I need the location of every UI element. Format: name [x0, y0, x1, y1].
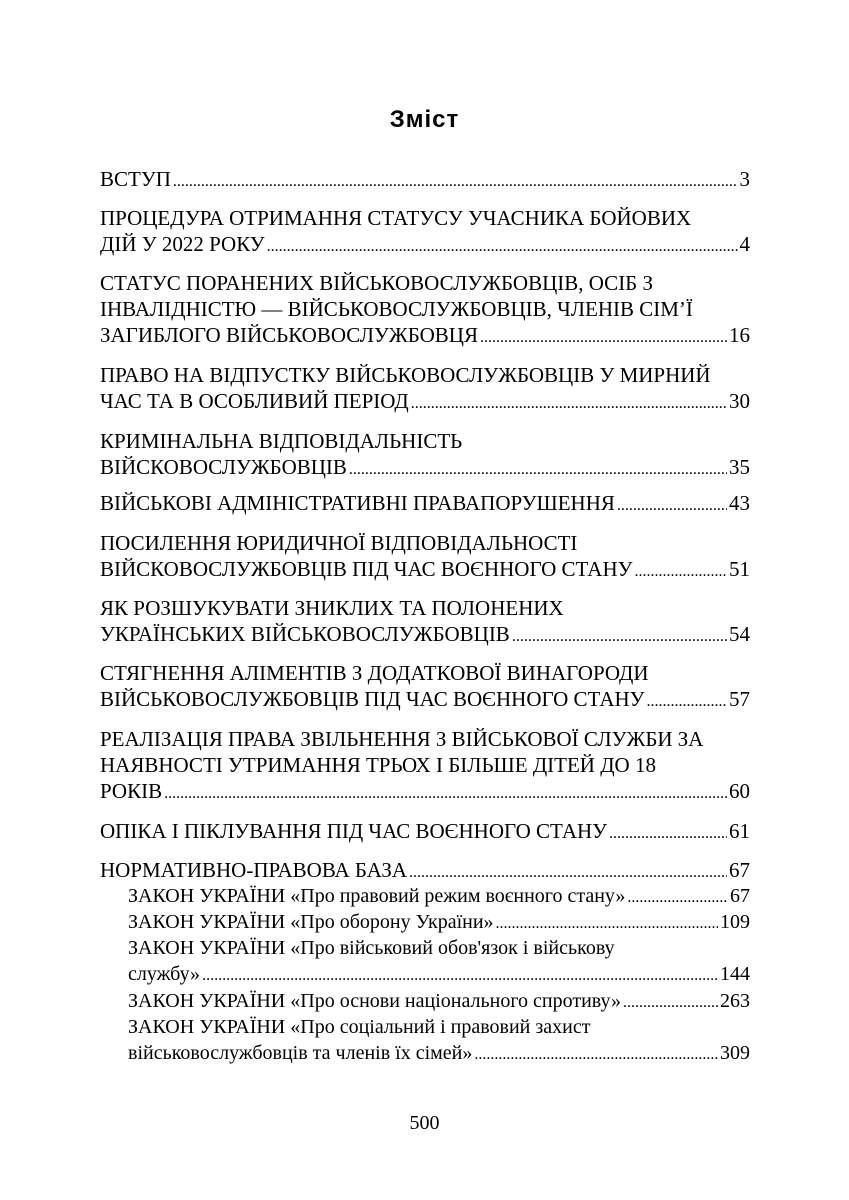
toc-entry-line: ЗАКОН УКРАЇНИ «Про оборону України»: [128, 911, 494, 933]
dot-leader: [647, 686, 727, 715]
toc-entry[interactable]: [128, 935, 750, 989]
toc-entry-line: ІНВАЛІДНІСТЮ — ВІЙСЬКОВОСЛУЖБОВЦІВ, ЧЛЕНІВ СІМ’Ї: [100, 297, 693, 321]
toc-entry[interactable]: [100, 530, 750, 585]
toc-entry-line: ПОСИЛЕННЯ ЮРИДИЧНОЇ ВІДПОВІДАЛЬНОСТІ: [100, 531, 578, 555]
toc-entry[interactable]: [100, 818, 750, 847]
toc-entry-line: ВІЙСКОВОСЛУЖБОВЦІВ: [100, 455, 347, 479]
toc-entry[interactable]: [128, 883, 750, 911]
toc-page-number: 263: [720, 990, 750, 1012]
toc-entry[interactable]: [100, 428, 750, 483]
toc-page-number: 144: [720, 963, 750, 985]
toc-entry-line: ПРАВО НА ВІДПУСТКУ ВІЙСЬКОВОСЛУЖБОВЦІВ У МИРНИЙ: [100, 363, 711, 387]
dot-leader: [474, 1040, 718, 1068]
toc-entry-line: ЗАКОН УКРАЇНИ «Про основи національного спротиву»: [128, 990, 622, 1012]
toc-entry[interactable]: [128, 909, 750, 937]
toc-entry-line: ЯК РОЗШУКУВАТИ ЗНИКЛИХ ТА ПОЛОНЕНИХ: [100, 596, 564, 620]
toc-page-number: 51: [729, 557, 750, 581]
dot-leader: [609, 818, 727, 847]
dot-leader: [409, 857, 727, 886]
toc-entry[interactable]: [100, 726, 750, 807]
dot-leader: [480, 322, 727, 351]
toc-entry-line: СТАТУС ПОРАНЕНИХ ВІЙСЬКОВОСЛУЖБОВЦІВ, ОСІБ З: [100, 271, 654, 295]
toc-page-number: 54: [729, 622, 750, 646]
toc-entry-line: СТЯГНЕННЯ АЛІМЕНТІВ З ДОДАТКОВОЇ ВИНАГОРОДИ: [100, 661, 649, 685]
toc-entry[interactable]: [100, 166, 750, 195]
toc-page-number: 57: [729, 687, 750, 711]
toc-entry-line: РЕАЛІЗАЦІЯ ПРАВА ЗВІЛЬНЕННЯ З ВІЙСЬКОВОЇ СЛУЖБИ ЗА: [100, 727, 704, 751]
toc-page-number: 109: [720, 911, 750, 933]
toc-page-number: 3: [739, 167, 750, 191]
dot-leader: [164, 778, 727, 807]
toc-entry-line: ДІЙ У 2022 РОКУ: [100, 232, 265, 256]
dot-leader: [202, 961, 718, 989]
dot-leader: [627, 883, 728, 911]
toc-entry-line: ВІЙСЬКОВІ АДМІНІСТРАТИВНІ ПРАВАПОРУШЕННЯ: [100, 491, 615, 515]
toc-entry[interactable]: [100, 362, 750, 417]
dot-leader: [411, 388, 727, 417]
toc-page-number: 4: [739, 232, 750, 256]
toc-entry-line: ЗАКОН УКРАЇНИ «Про соціальний і правовий захист: [128, 1016, 591, 1038]
dot-leader: [512, 621, 727, 650]
toc-page-number: 67: [729, 858, 750, 882]
toc-page-number: 30: [729, 389, 750, 413]
toc-entry[interactable]: [100, 660, 750, 715]
toc-entry-line: НАЯВНОСТІ УТРИМАННЯ ТРЬОХ І БІЛЬШЕ ДІТЕЙ ДО 18: [100, 753, 656, 777]
toc-entry[interactable]: [100, 270, 750, 351]
toc-entry-line: КРИМІНАЛЬНА ВІДПОВІДАЛЬНІСТЬ: [100, 429, 463, 453]
toc-page-number: 61: [729, 819, 750, 843]
toc-entry[interactable]: [128, 1014, 750, 1068]
dot-leader: [349, 454, 727, 483]
toc-entry-line: ОПІКА І ПІКЛУВАННЯ ПІД ЧАС ВОЄННОГО СТАНУ: [100, 819, 608, 843]
toc-entry[interactable]: [100, 490, 750, 519]
toc-entry-line: ЗАКОН УКРАЇНИ «Про військовий обов'язок і військову: [128, 937, 615, 959]
toc-entry-line: НОРМАТИВНО-ПРАВОВА БАЗА: [100, 858, 408, 882]
toc-entry-line: ПРОЦЕДУРА ОТРИМАННЯ СТАТУСУ УЧАСНИКА БОЙОВИХ: [100, 206, 692, 230]
dot-leader: [173, 166, 738, 195]
toc-entry[interactable]: [100, 205, 750, 260]
toc-entry[interactable]: [100, 595, 750, 650]
toc-entry-line: УКРАЇНСЬКИХ ВІЙСЬКОВОСЛУЖБОВЦІВ: [100, 622, 510, 646]
dot-leader: [267, 231, 738, 260]
toc-page-number: 67: [730, 885, 750, 907]
toc-page-number: 60: [729, 779, 750, 803]
dot-leader: [634, 556, 727, 585]
toc-entry-line: ВІЙСЬКОВОСЛУЖБОВЦІВ ПІД ЧАС ВОЄННОГО СТАНУ: [100, 687, 645, 711]
toc-entry[interactable]: [100, 857, 750, 886]
page-number: 500: [409, 1112, 440, 1134]
toc-page-number: 16: [729, 323, 750, 347]
toc-entry-line: РОКІВ: [100, 779, 163, 803]
dot-leader: [496, 909, 718, 937]
toc-entry-line: ЗАГИБЛОГО ВІЙСЬКОВОСЛУЖБОВЦЯ: [100, 323, 478, 347]
toc-page-number: 309: [720, 1042, 750, 1064]
toc-page-number: 43: [729, 491, 750, 515]
toc-entry-line: службу»: [128, 963, 201, 985]
page-title: Зміст: [389, 106, 460, 133]
toc-entry-line: ЧАС ТА В ОСОБЛИВИЙ ПЕРІОД: [100, 389, 409, 413]
dot-leader: [617, 490, 727, 519]
toc-entry-line: ВІЙСКОВОСЛУЖБОВЦІВ ПІД ЧАС ВОЄННОГО СТАНУ: [100, 557, 633, 581]
toc-page-number: 35: [729, 455, 750, 479]
dot-leader: [623, 988, 718, 1016]
toc-entry[interactable]: [128, 988, 750, 1016]
toc-entry-line: ЗАКОН УКРАЇНИ «Про правовий режим воєнного стану»: [128, 885, 626, 907]
toc-entry-line: ВСТУП: [100, 167, 171, 191]
toc-entry-line: військовослужбовців та членів їх сімей»: [128, 1042, 473, 1064]
